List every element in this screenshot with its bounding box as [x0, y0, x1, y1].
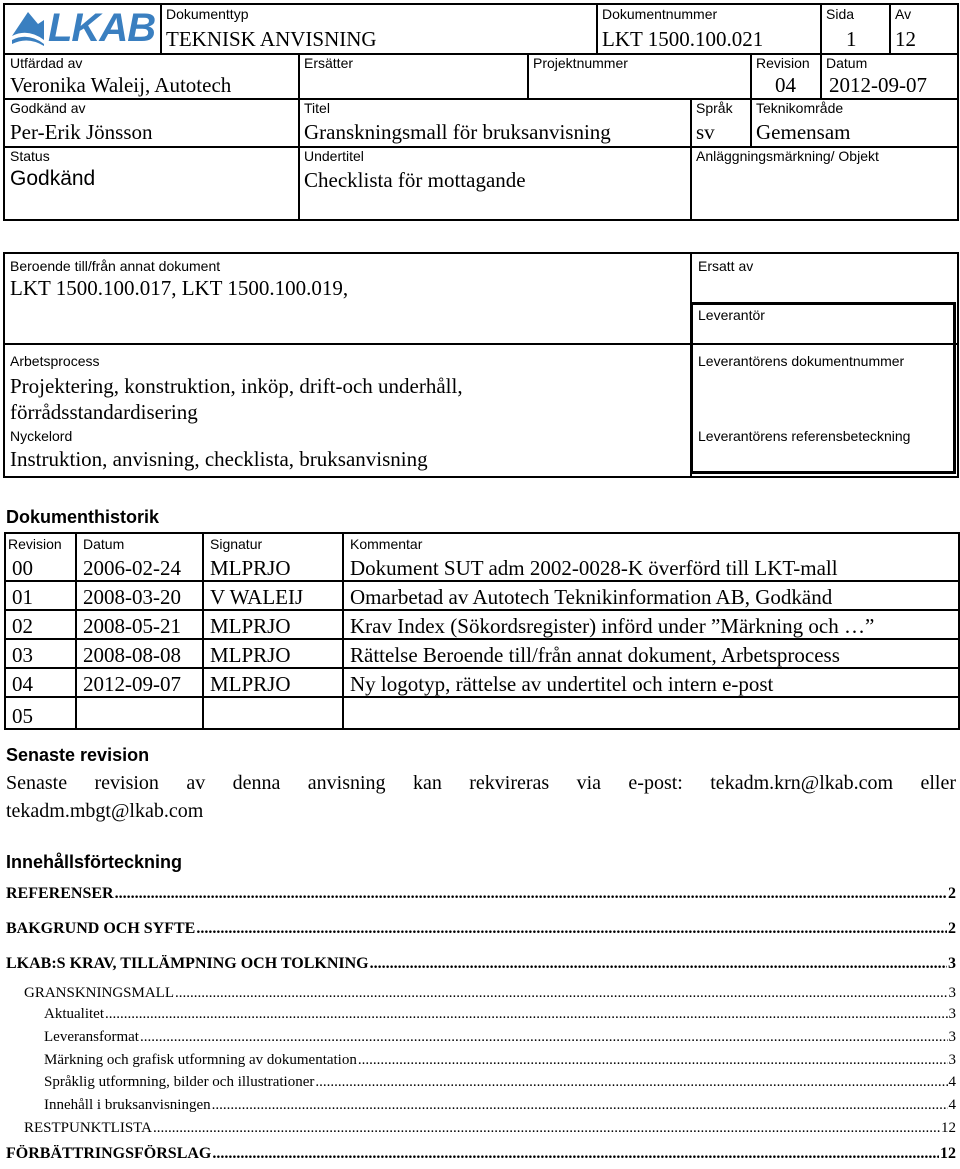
titel-label: Titel: [304, 100, 330, 116]
toc-entry[interactable]: [6, 1029, 956, 1046]
latest-text-line2: tekadm.mbgt@lkab.com: [6, 800, 204, 822]
beroende-label: Beroende till/från annat dokument: [10, 258, 221, 274]
history-row: [5, 668, 959, 697]
status-label: Status: [10, 148, 50, 164]
anlaggning-label: Anläggningsmärkning/ Objekt: [696, 148, 879, 164]
arbetsprocess-line1: Projektering, konstruktion, inköp, drift-och underhåll,: [10, 374, 463, 398]
history-rev: 00: [12, 556, 33, 580]
godkand-value: Per-Erik Jönsson: [10, 120, 153, 144]
toc-entry[interactable]: [6, 1074, 956, 1091]
history-rev: 01: [5, 581, 76, 610]
history-cell: [5, 533, 76, 581]
toc-entry-text: BAKGRUND OCH SYFTE: [6, 920, 196, 937]
history-rev: 04: [5, 668, 76, 697]
toc-entry[interactable]: [6, 1097, 956, 1114]
dokumenttyp-label: Dokumenttyp: [166, 6, 249, 22]
toc-entry[interactable]: [6, 920, 956, 938]
toc-entry-text: Innehåll i bruksanvisningen: [44, 1097, 211, 1113]
toc-entry-page: 3: [948, 1006, 956, 1022]
dokumentnummer-value: LKT 1500.100.021: [602, 27, 764, 51]
history-sign: [203, 697, 343, 729]
toc-entry-text: Språklig utformning, bilder och illustrationer: [44, 1074, 315, 1090]
teknikomrade-value: Gemensam: [756, 120, 851, 144]
history-datum: 2012-09-07: [76, 668, 203, 697]
nyckelord-label: Nyckelord: [10, 428, 73, 444]
history-datum: 2008-05-21: [76, 610, 203, 639]
history-kommentar: Rättelse Beroende till/från annat dokument, Arbetsprocess: [343, 639, 959, 668]
toc-title: Innehållsförteckning: [6, 852, 183, 872]
sida-value: 1: [846, 27, 857, 51]
toc-entry-page: 12: [940, 1145, 956, 1162]
av-label: Av: [895, 6, 912, 22]
history-rev: 02: [5, 610, 76, 639]
history-cell: [343, 533, 959, 581]
history-row: [5, 581, 959, 610]
toc-entry[interactable]: [6, 1052, 956, 1069]
logo-text: LKAB: [48, 6, 156, 50]
history-sign: MLPRJO: [203, 639, 343, 668]
col-revision-header: Revision: [8, 536, 62, 552]
col-kommentar-header: Kommentar: [350, 536, 423, 552]
history-kommentar: Krav Index (Sökordsregister) införd under ”Märkning och …”: [343, 610, 959, 639]
revision-value: 04: [775, 73, 796, 97]
toc-entry[interactable]: [6, 1120, 956, 1137]
toc-entry-page: 3: [948, 1029, 956, 1045]
history-kommentar: Omarbetad av Autotech Teknikinformation AB, Godkänd: [343, 581, 959, 610]
col-datum-header: Datum: [83, 536, 125, 552]
datum-value: 2012-09-07: [829, 73, 927, 97]
utfardad-value: Veronika Waleij, Autotech: [10, 73, 232, 97]
titel-value: Granskningsmall för bruksanvisning: [304, 120, 611, 144]
sida-label: Sida: [826, 6, 855, 22]
toc-entry[interactable]: [6, 1006, 956, 1023]
toc-entry-page: 3: [948, 985, 956, 1001]
toc-entry-text: REFERENSER: [6, 885, 114, 902]
history-sign: MLPRJO: [203, 610, 343, 639]
ersatter-label: Ersätter: [304, 55, 354, 71]
latest-text-line1: Senaste revision av denna anvisning kan rekvireras via e-post: tekadm.krn@lkab.com eller: [6, 772, 956, 794]
leverantor-label: Leverantör: [698, 307, 765, 323]
sprak-value: sv: [696, 120, 715, 144]
toc-entry[interactable]: [6, 885, 956, 903]
projektnummer-label: Projektnummer: [533, 55, 628, 71]
history-title: Dokumenthistorik: [6, 507, 160, 527]
history-sign: MLPRJO: [203, 668, 343, 697]
toc-entry-page: 2: [948, 920, 956, 937]
leverantor-box: [690, 302, 956, 474]
teknikomrade-label: Teknikområde: [756, 100, 844, 116]
datum-label: Datum: [826, 55, 868, 71]
toc-entry-text: FÖRBÄTTRINGSFÖRSLAG: [6, 1145, 212, 1162]
sprak-label: Språk: [696, 100, 733, 116]
col-signatur-header: Signatur: [210, 536, 263, 552]
history-cell: [76, 533, 203, 581]
lev-dokumentnummer-label: Leverantörens dokumentnummer: [698, 353, 905, 369]
toc-entry-text: RESTPUNKTLISTA: [24, 1120, 152, 1136]
undertitel-label: Undertitel: [304, 148, 364, 164]
beroende-value: LKT 1500.100.017, LKT 1500.100.019,: [10, 276, 349, 300]
toc-entry-page: 2: [948, 885, 956, 902]
revision-label: Revision: [756, 55, 810, 71]
toc-entry-text: LKAB:S KRAV, TILLÄMPNING OCH TOLKNING: [6, 955, 369, 972]
history-rev: 05: [5, 697, 76, 729]
history-sign: MLPRJO: [210, 556, 291, 580]
undertitel-value: Checklista för mottagande: [304, 168, 526, 192]
godkand-label: Godkänd av: [10, 100, 86, 116]
history-row: [5, 639, 959, 668]
toc-entry-page: 12: [941, 1120, 956, 1136]
history-kommentar: [343, 697, 959, 729]
history-row: [5, 610, 959, 639]
lev-referens-label: Leverantörens referensbeteckning: [698, 428, 911, 444]
latest-title: Senaste revision: [6, 745, 150, 765]
history-kommentar: Dokument SUT adm 2002-0028-K överförd till LKT-mall: [350, 556, 838, 580]
toc-entry-page: 3: [948, 1052, 956, 1068]
nyckelord-value: Instruktion, anvisning, checklista, bruksanvisning: [10, 447, 428, 471]
history-kommentar: Ny logotyp, rättelse av undertitel och intern e-post: [343, 668, 959, 697]
toc-entry-text: GRANSKNINGSMALL: [24, 985, 175, 1001]
av-value: 12: [895, 27, 916, 51]
history-table: [4, 532, 960, 730]
status-value: Godkänd: [10, 167, 96, 190]
dokumentnummer-label: Dokumentnummer: [602, 6, 718, 22]
arbetsprocess-line2: förrådsstandardisering: [10, 400, 198, 424]
toc-entry-text: Märkning och grafisk utformning av dokumentation: [44, 1052, 357, 1068]
history-datum: 2006-02-24: [83, 556, 181, 580]
history-cell: [203, 533, 343, 581]
history-row: [5, 697, 959, 729]
toc-entry-page: 4: [948, 1074, 956, 1090]
toc-entry-page: 4: [948, 1097, 956, 1113]
arbetsprocess-label: Arbetsprocess: [10, 353, 100, 369]
toc-entry-page: 3: [948, 955, 956, 972]
history-sign: V WALEIJ: [203, 581, 343, 610]
ersatt-label: Ersatt av: [698, 258, 754, 274]
toc-entry[interactable]: [6, 1145, 956, 1163]
history-datum: 2008-08-08: [76, 639, 203, 668]
toc-entry[interactable]: [6, 955, 956, 973]
toc-entry[interactable]: [6, 985, 956, 1002]
logo-swoosh-icon: [8, 6, 48, 50]
lkab-logo: [8, 6, 160, 52]
utfardad-label: Utfärdad av: [10, 55, 83, 71]
history-datum: [76, 697, 203, 729]
toc-entry-text: Leveransformat: [44, 1029, 139, 1045]
dokumenttyp-value: TEKNISK ANVISNING: [166, 27, 377, 51]
toc-entry-text: Aktualitet: [44, 1006, 104, 1022]
history-rev: 03: [5, 639, 76, 668]
history-row: [5, 533, 959, 581]
history-datum: 2008-03-20: [76, 581, 203, 610]
